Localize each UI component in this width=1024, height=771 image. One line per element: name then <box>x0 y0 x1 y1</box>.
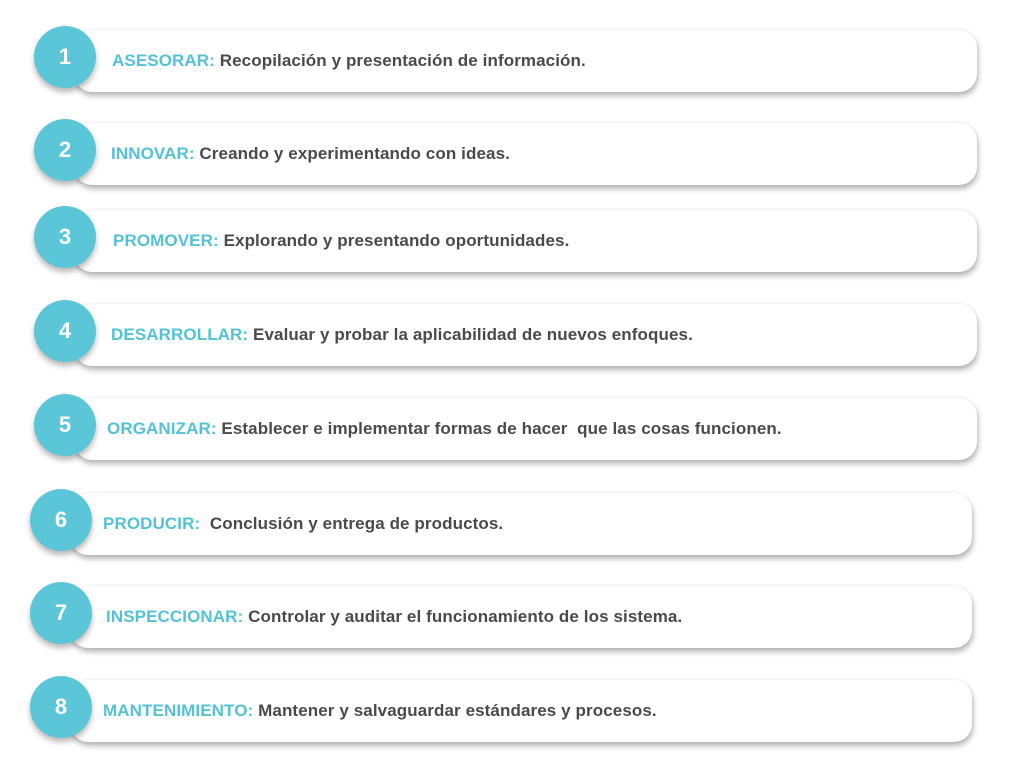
step-number-badge: 1 <box>34 26 96 88</box>
step-description: Creando y experimentando con ideas. <box>194 144 510 163</box>
step-number-badge: 5 <box>34 394 96 456</box>
step-number-badge: 3 <box>34 206 96 268</box>
step-keyword: DESARROLLAR: <box>111 325 249 344</box>
step-keyword: INNOVAR: <box>111 144 195 163</box>
step-text <box>107 398 782 460</box>
step-number-badge: 8 <box>30 676 92 738</box>
step-keyword: PROMOVER: <box>113 231 219 250</box>
step-text <box>111 123 510 185</box>
step-item <box>34 22 977 112</box>
step-number-badge: 6 <box>30 489 92 551</box>
step-keyword: ORGANIZAR: <box>107 419 217 438</box>
step-description: Explorando y presentando oportunidades. <box>218 231 570 250</box>
step-description: Evaluar y probar la aplicabilidad de nuevos enfoques. <box>248 325 693 344</box>
step-description: Controlar y auditar el funcionamiento de los sistema. <box>243 607 683 626</box>
step-keyword: PRODUCIR: <box>103 514 201 533</box>
step-text <box>111 304 693 366</box>
step-text <box>103 493 503 555</box>
step-keyword: ASESORAR: <box>112 51 215 70</box>
step-description: Recopilación y presentación de información. <box>214 51 586 70</box>
step-text <box>106 586 682 648</box>
step-item <box>30 672 972 762</box>
step-number-badge: 4 <box>34 300 96 362</box>
step-text <box>112 30 586 92</box>
step-item <box>34 390 977 480</box>
step-keyword: MANTENIMIENTO: <box>103 701 254 720</box>
step-item <box>34 296 977 386</box>
step-text <box>113 210 569 272</box>
step-number-badge: 2 <box>34 119 96 181</box>
step-item <box>30 578 972 668</box>
step-item <box>34 115 977 205</box>
step-number-badge: 7 <box>30 582 92 644</box>
step-description: Conclusión y entrega de productos. <box>200 514 504 533</box>
step-keyword: INSPECCIONAR: <box>106 607 244 626</box>
step-text <box>103 680 657 742</box>
step-description: Establecer e implementar formas de hacer que las cosas funcionen. <box>216 419 782 438</box>
step-item <box>30 485 972 575</box>
step-item <box>34 202 977 292</box>
step-description: Mantener y salvaguardar estándares y procesos. <box>253 701 657 720</box>
